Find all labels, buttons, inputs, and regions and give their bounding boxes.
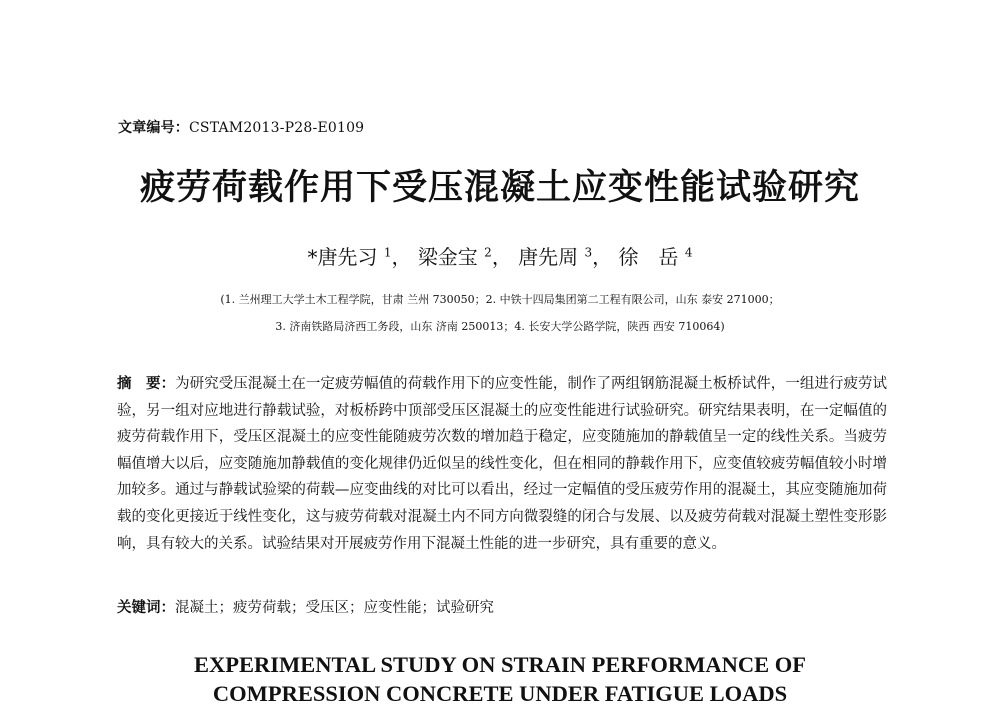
article-id-value: CSTAM2013-P28-E0109	[189, 120, 365, 136]
author-3	[518, 245, 612, 269]
author-affil-mark: 2	[484, 245, 492, 260]
author-name: 唐先习	[317, 245, 378, 269]
author-name: 徐 岳	[618, 245, 679, 269]
affiliation-line-2: 3. 济南铁路局济西工务段，山东 济南 250013；4. 长安大学公路学院，陕西 西安 710064)	[275, 320, 725, 333]
author-separator: ，	[391, 245, 412, 269]
author-list	[0, 241, 1000, 270]
author-name: 梁金宝	[417, 245, 478, 269]
author-4	[619, 245, 693, 269]
article-id-label: 文章编号：	[118, 120, 189, 136]
keywords-value: 混凝土；疲劳荷载；受压区；应变性能；试验研究	[175, 600, 494, 616]
keywords-label: 关键词：	[117, 599, 175, 616]
author-separator: ，	[491, 245, 512, 269]
abstract	[117, 371, 887, 557]
abstract-label: 摘 要：	[117, 375, 176, 392]
author-2	[418, 245, 512, 269]
corresponding-mark: *	[307, 245, 318, 269]
author-affil-mark: 1	[383, 245, 392, 260]
abstract-text: 为研究受压混凝土在一定疲劳幅值的荷载作用下的应变性能，制作了两组钢筋混凝土板桥试件，一组进行疲劳试验，另一组对应地进行静载试验，对板桥跨中顶部受压区混凝土的应变性能进行试验研究。研究结果表明，在一定幅值的疲劳荷载作用下，受压区混凝土的应变性能随疲劳次数的增加趋于稳定，应变随施加的静载值呈一定的线性关系。当疲劳幅值增大以后，应变随施加静载值的变化规律仍近似呈的线性变化，但在相同的静载作用下，应变值较疲劳幅值较小时增加较多。通过与静载试验梁的荷载—应变曲线的对比可以看出，经过一定幅值的受压疲劳作用的混凝土，其应变随施加荷载的变化更接近于线性变化，这与疲劳荷载对混凝土内不同方向微裂缝的闭合与发展、以及疲劳荷载对混凝土塑性变形影响，具有较大的关系。试验结果对开展疲劳作用下混凝土性能的进一步研究，具有重要的意义。	[117, 376, 888, 552]
author-separator: ，	[592, 245, 613, 269]
author-affil-mark: 4	[684, 245, 693, 260]
english-title-line-2: COMPRESSION CONCRETE UNDER FATIGUE LOADS	[212, 681, 788, 706]
keywords	[117, 596, 494, 617]
author-name: 唐先周	[518, 245, 579, 269]
author-affil-mark: 3	[584, 245, 593, 260]
chinese-title: 疲劳荷载作用下受压混凝土应变性能试验研究	[139, 168, 860, 208]
article-id	[118, 117, 364, 137]
author-1	[307, 245, 411, 269]
affiliation-line-1: (1. 兰州理工大学土木工程学院，甘肃 兰州 730050；2. 中铁十四局集团第二工程有限公司，山东 泰安 271000；	[220, 293, 780, 306]
english-title-line-1: EXPERIMENTAL STUDY ON STRAIN PERFORMANCE OF	[194, 652, 806, 677]
